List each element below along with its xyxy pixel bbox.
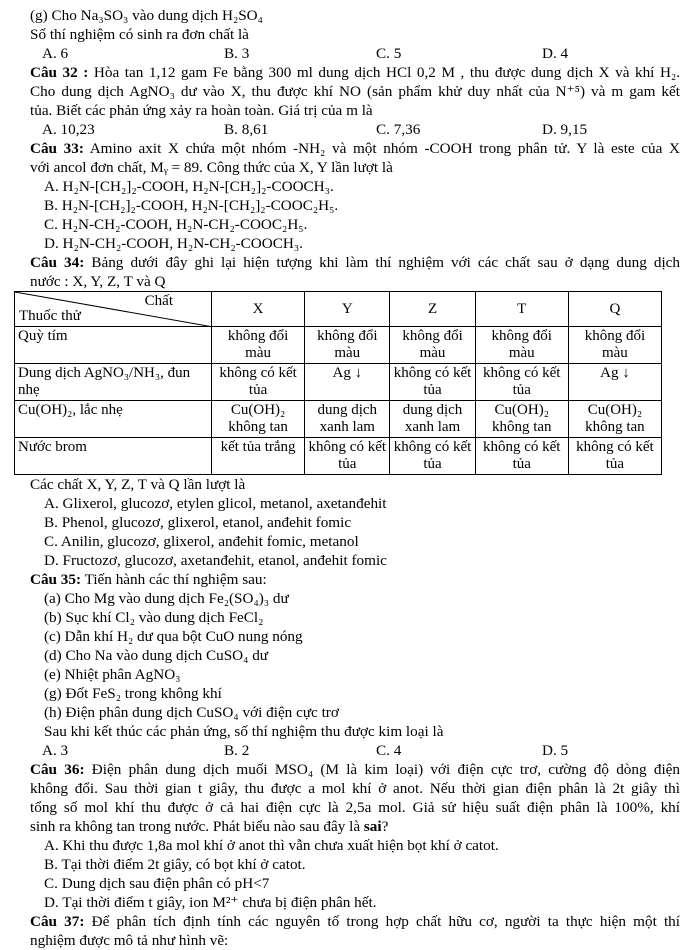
q32-label: Câu 32 : — [30, 64, 89, 81]
q32-line1: Câu 32 : Hòa tan 1,12 gam Fe bằng 300 ml dung dịch HCl 0,2 M , thu được dung dịch X và khí H₂. — [30, 64, 681, 81]
table-cell: Ag ↓ — [568, 364, 661, 401]
table-cell: Cu(OH)₂ không tan — [212, 401, 305, 438]
q35-item: (d) Cho Na vào dung dịch CuSO₄ dư — [44, 647, 269, 664]
table-cell: không có kết tủa — [568, 438, 661, 475]
table-corner-cell — [15, 292, 212, 327]
q36-line1: Câu 36: Điện phân dung dịch muối MSO₄ (M là kim loại) với điện cực trơ, cường độ dòng điện — [30, 761, 680, 778]
table-cell: không đổi màu — [475, 327, 568, 364]
table-row-reagent: Dung dịch AgNO₃/NH₃, đun nhẹ — [15, 364, 212, 401]
q33-label: Câu 33: — [30, 140, 84, 157]
table-cell: không đổi màu — [568, 327, 661, 364]
table-cell: không có kết tủa — [212, 364, 305, 401]
q35-line1: Câu 35: Tiến hành các thí nghiệm sau: — [30, 571, 267, 588]
q32-options — [30, 120, 680, 139]
q35-option-c: C. 4 — [376, 742, 402, 759]
q35-options — [30, 741, 680, 760]
q33-line2: với ancol đơn chất, Mᵧ = 89. Công thức của X, Y lần lượt là — [30, 159, 393, 176]
q34-option-a: A. Glixerol, glucozơ, etylen glicol, metanol, axetanđehit — [44, 495, 387, 512]
q36-option-b: B. Tại thời điểm 2t giây, có bọt khí ở catot. — [44, 856, 306, 873]
q35-item: (h) Điện phân dung dịch CuSO₄ với điện cực trơ — [44, 704, 339, 721]
q35-item: (a) Cho Mg vào dung dịch Fe₂(SO₄)₃ dư — [44, 590, 289, 607]
table-row-reagent: Quỳ tím — [15, 327, 212, 364]
table-row-reagent: Cu(OH)₂, lắc nhẹ — [15, 401, 212, 438]
q36-emphasis: sai — [363, 818, 382, 835]
q31-option-c: C. 5 — [376, 45, 402, 62]
table-cell: không có kết tủa — [305, 438, 390, 475]
q34-line1: Câu 34: Bảng dưới đây ghi lại hiện tượng khi làm thí nghiệm với các chất sau ở dạng dung dịch — [30, 254, 680, 271]
q36-line3: tổng số mol khí thu được ở cả hai điện cực là 2,5a mol. Giả sử hiệu suất điện phân là 100%, khí — [30, 799, 680, 816]
table-cell: không có kết tủa — [475, 364, 568, 401]
q35-label: Câu 35: — [30, 571, 82, 588]
table-cell: Cu(OH)₂ không tan — [568, 401, 661, 438]
q31-option-b: B. 3 — [224, 45, 250, 62]
q35-option-a: A. 3 — [42, 742, 69, 759]
table-row — [15, 364, 662, 401]
q34-option-c: C. Anilin, glucozơ, glixerol, anđehit fomic, metanol — [44, 533, 359, 550]
q37-label: Câu 37: — [30, 913, 85, 930]
table-col-header: Z — [390, 292, 475, 327]
q33-option-d: D. H₂N-CH₂-COOH, H₂N-CH₂-COOCH₃. — [44, 235, 303, 252]
q32-line2: Cho dung dịch AgNO₃ dư vào X, thu được khí NO (sản phẩm khử duy nhất của N⁺⁵) và m gam kết — [30, 83, 680, 100]
table-cell: không có kết tủa — [475, 438, 568, 475]
table-row-reagent: Nước brom — [15, 438, 212, 475]
table-row — [15, 327, 662, 364]
table-col-header: Q — [568, 292, 661, 327]
corner-top-label: Chất — [144, 293, 173, 309]
q32-option-a: A. 10,23 — [42, 121, 95, 138]
table-cell: Cu(OH)₂ không tan — [475, 401, 568, 438]
q31-option-d: D. 4 — [542, 45, 569, 62]
q35-option-d: D. 5 — [542, 742, 569, 759]
table-cell: không có kết tủa — [390, 438, 475, 475]
table-row — [15, 438, 662, 475]
q32-option-b: B. 8,61 — [224, 121, 269, 138]
q35-item: (e) Nhiệt phân AgNO₃ — [44, 666, 181, 683]
table-header-row — [15, 292, 662, 327]
q34-label: Câu 34: — [30, 254, 85, 271]
q37-line1: Câu 37: Để phân tích định tính các nguyên tố trong hợp chất hữu cơ, người ta thực hiện một thí — [30, 913, 680, 930]
q33-option-c: C. H₂N-CH₂-COOH, H₂N-CH₂-COOC₂H₅. — [44, 216, 308, 233]
q31-options — [30, 44, 680, 63]
table-cell: Ag ↓ — [305, 364, 390, 401]
table-cell: không đổi màu — [212, 327, 305, 364]
table-row — [15, 401, 662, 438]
q31-option-a: A. 6 — [42, 45, 69, 62]
q37-line2: nghiệm được mô tả như hình vẽ: — [30, 932, 229, 949]
table-col-header: X — [212, 292, 305, 327]
table-col-header: Y — [305, 292, 390, 327]
table-cell: không đổi màu — [390, 327, 475, 364]
q32-line3: tủa. Biết các phản ứng xảy ra hoàn toàn. Giá trị của m là — [30, 102, 373, 119]
q33-option-b: B. H₂N-[CH₂]₂-COOH, H₂N-[CH₂]₂-COOC₂H₅. — [44, 197, 339, 214]
q36-option-d: D. Tại thời điểm t giây, ion M²⁺ chưa bị điện phân hết. — [44, 894, 377, 911]
q32-option-d: D. 9,15 — [542, 121, 588, 138]
q36-option-a: A. Khi thu được 1,8a mol khí ở anot thì vẫn chưa xuất hiện bọt khí ở catot. — [44, 837, 499, 854]
q34-option-b: B. Phenol, glucozơ, glixerol, etanol, anđehit fomic — [44, 514, 352, 531]
q36-line2: không đổi. Sau thời gian t giây, thu được a mol khí ở anot. Nếu thời gian điện phân là 2t giây thì — [30, 780, 680, 797]
q35-item: (g) Đốt FeS₂ trong không khí — [44, 685, 222, 702]
q34-option-d: D. Fructozơ, glucozơ, axetanđehit, etanol, anđehit fomic — [44, 552, 387, 569]
q33-line1: Câu 33: Amino axit X chứa một nhóm -NH₂ và một nhóm -COOH trong phân tử. Y là este của X — [30, 140, 680, 157]
table-cell: không đổi màu — [305, 327, 390, 364]
q31-prompt: Số thí nghiệm có sinh ra đơn chất là — [30, 26, 249, 43]
q36-label: Câu 36: — [30, 761, 85, 778]
corner-bottom-label: Thuốc thử — [19, 308, 81, 324]
q35-prompt: Sau khi kết thúc các phản ứng, số thí nghiệm thu được kim loại là — [44, 723, 444, 740]
q34-prompt: Các chất X, Y, Z, T và Q lần lượt là — [30, 476, 246, 493]
q36-line4: sinh ra không tan trong nước. Phát biểu nào sau đây là sai? — [30, 818, 389, 835]
q31-item-g: (g) Cho Na₃SO₃ vào dung dịch H₂SO₄ — [30, 7, 263, 24]
q36-option-c: C. Dung dịch sau điện phân có pH<7 — [44, 875, 270, 892]
q34-line2: nước : X, Y, Z, T và Q — [30, 273, 166, 290]
table-cell: dung dịch xanh lam — [390, 401, 475, 438]
table-cell: kết tủa trắng — [212, 438, 305, 475]
q33-option-a: A. H₂N-[CH₂]₂-COOH, H₂N-[CH₂]₂-COOCH₃. — [44, 178, 334, 195]
table-col-header: T — [475, 292, 568, 327]
q35-option-b: B. 2 — [224, 742, 250, 759]
q35-item: (c) Dẫn khí H₂ dư qua bột CuO nung nóng — [44, 628, 303, 645]
q32-option-c: C. 7,36 — [376, 121, 421, 138]
reagent-table — [14, 291, 662, 475]
table-cell: không có kết tủa — [390, 364, 475, 401]
table-cell: dung dịch xanh lam — [305, 401, 390, 438]
q35-item: (b) Sục khí Cl₂ vào dung dịch FeCl₂ — [44, 609, 264, 626]
